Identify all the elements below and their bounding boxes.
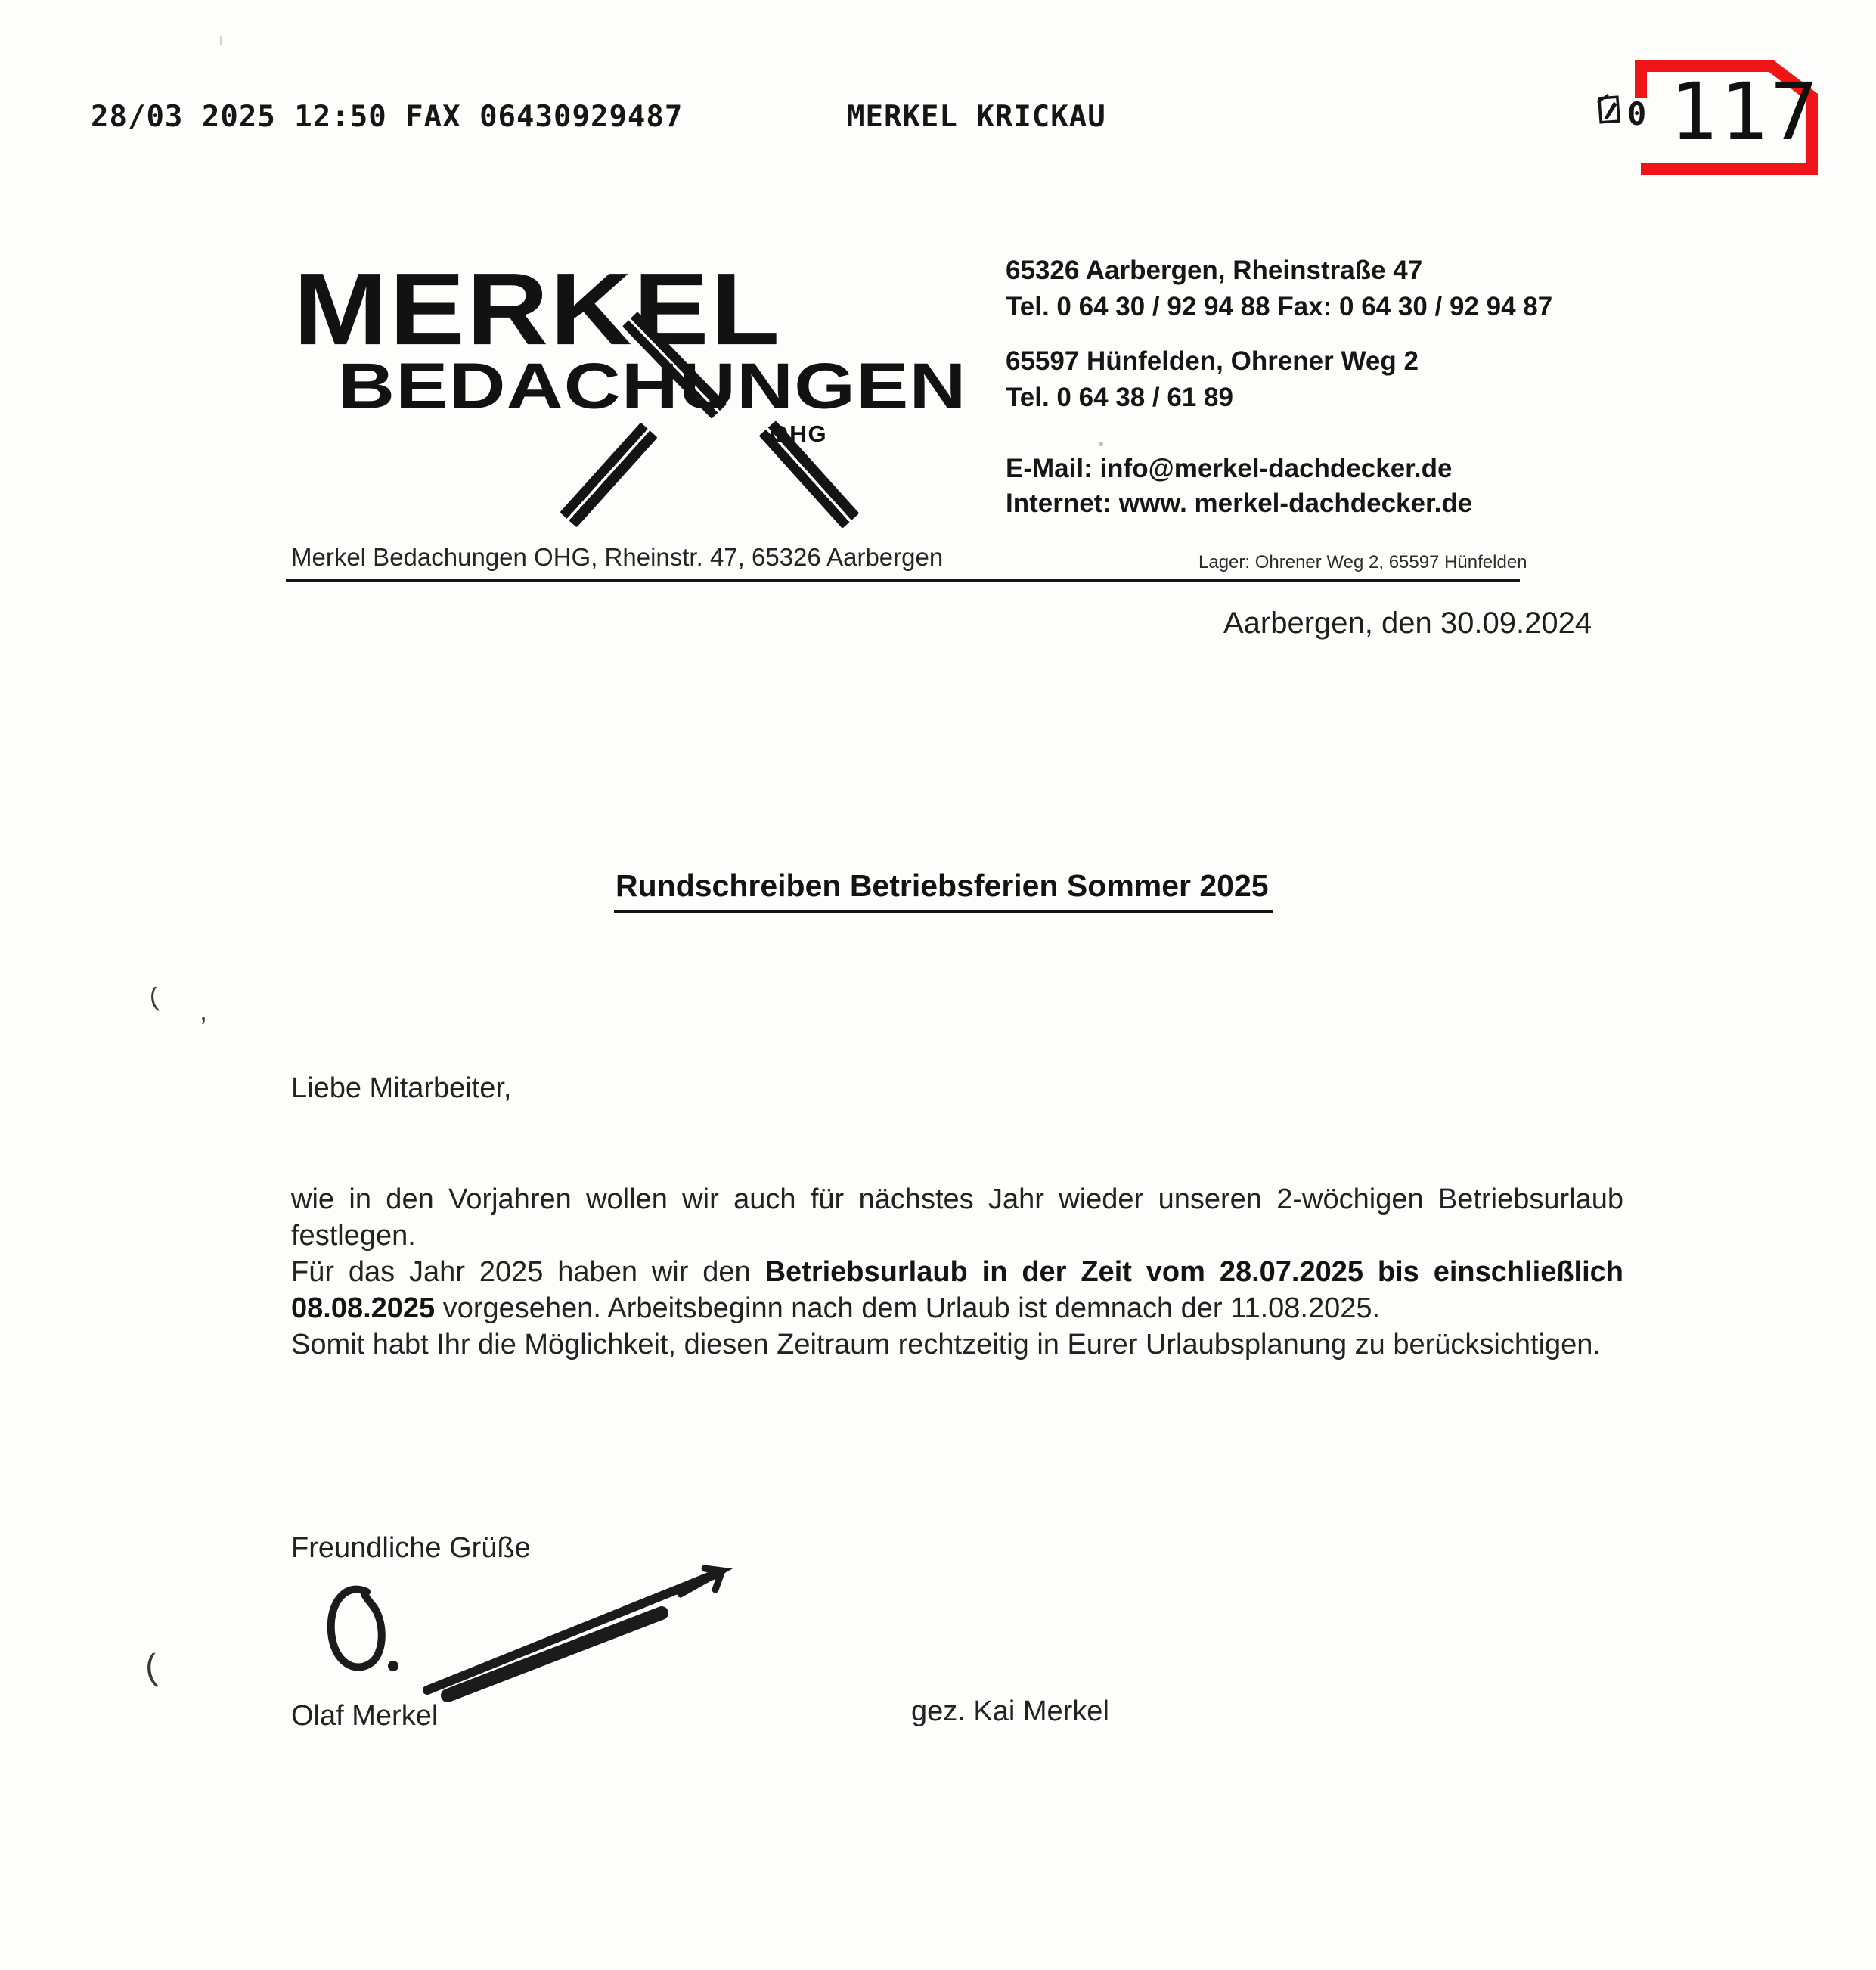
letter-date-line: Aarbergen, den 30.09.2024: [1223, 607, 1592, 640]
signature-handwriting: [287, 1535, 771, 1709]
paragraph-2: [291, 1254, 1623, 1326]
fax-timestamp: 28/03 2025 12:50 FAX 06430929487: [91, 100, 684, 134]
logo-merkel-text: MERKEL: [293, 252, 782, 367]
logo-bedachungen-text: BEDACHUNGEN: [338, 350, 967, 423]
contact-address-huenfelden: 65597 Hünfelden, Ohrener Weg 2: [1006, 346, 1419, 376]
sender-address-line: Merkel Bedachungen OHG, Rheinstr. 47, 65326 Aarbergen: [291, 543, 944, 571]
header-divider-rule: [286, 579, 1520, 582]
scan-mark-comma: ,: [200, 995, 208, 1026]
letter-closing: Freundliche Grüße: [291, 1532, 531, 1564]
contact-phone-huenfelden: Tel. 0 64 38 / 61 89: [1006, 383, 1233, 412]
co-signature-name: gez. Kai Merkel: [911, 1695, 1109, 1727]
scan-mark-paren-1: (: [147, 982, 160, 1013]
lager-note: Lager: Ohrener Weg 2, 65597 Hünfelden: [1198, 552, 1527, 572]
logo-ohg-text: OHG: [770, 420, 828, 447]
scan-artifact-dot: [1099, 442, 1103, 446]
paragraph-2-bold: Betriebsurlaub in der Zeit vom 28.07.2025 bis einschließlich 08.08.2025: [291, 1256, 1624, 1324]
fax-sender-name: MERKEL KRICKAU: [847, 100, 1106, 134]
scan-artifact-tick: [220, 36, 222, 45]
scan-mark-paren-2: (: [143, 1647, 160, 1689]
paragraph-1: wie in den Vorjahren wollen wir auch für nächstes Jahr wieder unseren 2-wöchigen Betriebsurlaub festlegen.: [291, 1184, 1623, 1252]
paragraph-2-pre: Für das Jahr 2025 haben wir den: [291, 1256, 765, 1288]
paragraph-3: Somit habt Ihr die Möglichkeit, diesen Zeitraum rechtzeitig in Eurer Urlaubsplanung zu berücksichtigen.: [291, 1329, 1601, 1360]
page-number-tag: [1633, 59, 1819, 176]
logo-left-slash: [560, 423, 657, 528]
fax-counter: 0: [1627, 95, 1647, 132]
contact-email: E-Mail: info@merkel-dachdecker.de: [1006, 454, 1453, 483]
letter-body: [291, 1181, 1623, 1363]
page-pen-icon: [1595, 92, 1626, 129]
page-number: 117: [1670, 66, 1821, 158]
contact-phone-aarbergen: Tel. 0 64 30 / 92 94 88 Fax: 0 64 30 / 92 94 87: [1006, 292, 1553, 321]
signature-name: Olaf Merkel: [291, 1700, 439, 1732]
contact-website: Internet: www. merkel-dachdecker.de: [1006, 489, 1473, 518]
contact-address-aarbergen: 65326 Aarbergen, Rheinstraße 47: [1006, 256, 1423, 285]
letter-greeting: Liebe Mitarbeiter,: [291, 1072, 512, 1104]
letter-title: Rundschreiben Betriebsferien Sommer 2025: [614, 868, 1273, 913]
paragraph-2-post: vorgesehen. Arbeitsbeginn nach dem Urlaub ist demnach der 11.08.2025.: [435, 1292, 1381, 1324]
